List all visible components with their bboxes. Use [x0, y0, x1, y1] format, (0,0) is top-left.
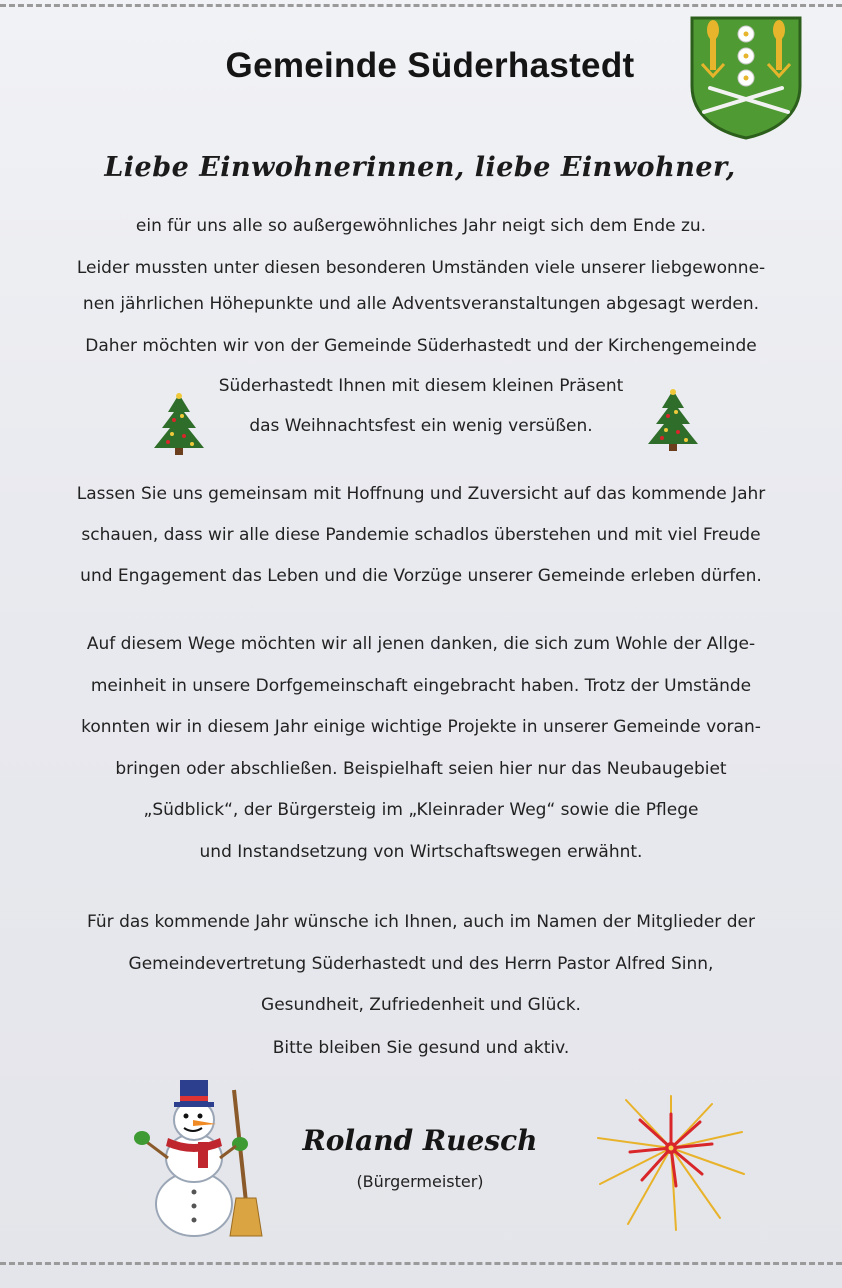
text-line: das Weihnachtsfest ein wenig versüßen. — [249, 416, 593, 436]
text-line: und Instandsetzung von Wirtschaftswegen erwähnt. — [199, 842, 643, 862]
text-line: bringen oder abschließen. Beispielhaft seien hier nur das Neubaugebiet — [115, 759, 727, 779]
municipal-crest-icon — [688, 14, 804, 140]
text-line: Daher möchten wir von der Gemeinde Süderhastedt und der Kirchengemeinde — [85, 336, 757, 356]
page-title: Gemeinde Süderhastedt — [225, 46, 635, 85]
text-line: Süderhastedt Ihnen mit diesem kleinen Präsent — [218, 376, 624, 396]
text-line: und Engagement das Leben und die Vorzüge unserer Gemeinde erleben dürfen. — [80, 566, 762, 586]
snowman-icon — [128, 1080, 268, 1240]
text-line: Bitte bleiben Sie gesund und aktiv. — [272, 1038, 570, 1058]
christmas-tree-icon — [150, 392, 208, 456]
text-line: meinheit in unsere Dorfgemeinschaft eingebracht haben. Trotz der Umstände — [90, 676, 752, 696]
text-line: Gesundheit, Zufriedenheit und Glück. — [261, 995, 581, 1015]
text-line: Leider mussten unter diesen besonderen Umständen viele unserer liebgewonne- — [76, 258, 766, 278]
signature-role: (Bürgermeister) — [356, 1172, 484, 1191]
top-dashed-border — [0, 4, 842, 7]
text-line: Lassen Sie uns gemeinsam mit Hoffnung und Zuversicht auf das kommende Jahr — [76, 484, 766, 504]
salutation: Liebe Einwohnerinnen, liebe Einwohner, — [104, 152, 736, 183]
text-line: nen jährlichen Höhepunkte und alle Adventsveranstaltungen abgesagt werden. — [82, 294, 760, 314]
text-line: Für das kommende Jahr wünsche ich Ihnen, auch im Namen der Mitglieder der — [87, 912, 755, 932]
bottom-dashed-border — [0, 1262, 842, 1265]
christmas-tree-icon — [644, 388, 702, 452]
text-line: konnten wir in diesem Jahr einige wichtige Projekte in unserer Gemeinde voran- — [81, 717, 761, 737]
text-line: schauen, dass wir alle diese Pandemie schadlos überstehen und mit viel Freude — [81, 525, 761, 545]
text-line: Auf diesem Wege möchten wir all jenen danken, die sich zum Wohle der Allge- — [86, 634, 756, 654]
signature-name: Roland Ruesch — [302, 1124, 538, 1157]
text-line: „Südblick“, der Bürgersteig im „Kleinrader Weg“ sowie die Pflege — [143, 800, 699, 820]
text-line: ein für uns alle so außergewöhnliches Jahr neigt sich dem Ende zu. — [135, 216, 707, 236]
firework-icon — [592, 1088, 750, 1238]
text-line: Gemeindevertretung Süderhastedt und des Herrn Pastor Alfred Sinn, — [128, 954, 714, 974]
